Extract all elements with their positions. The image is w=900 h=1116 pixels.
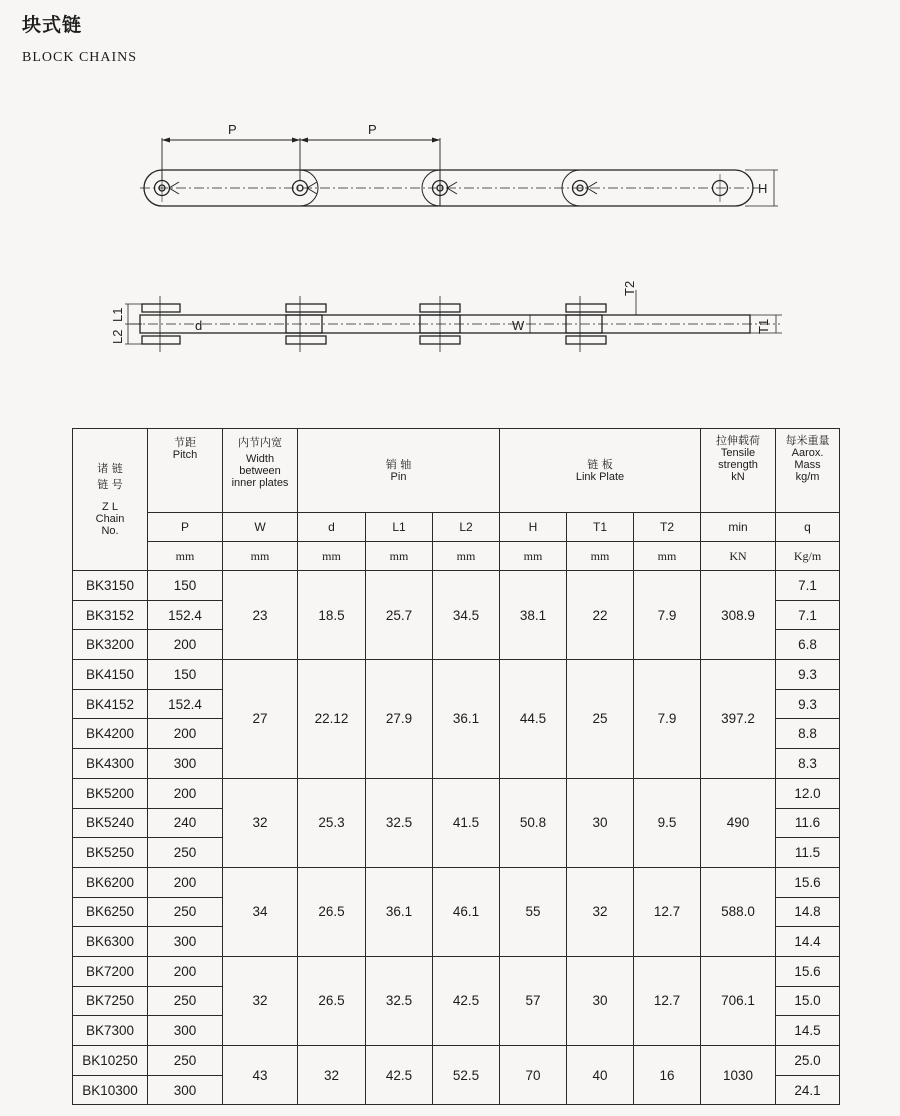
mass-cell: 15.0 <box>776 986 840 1016</box>
symbol-t2: T2 <box>634 513 701 542</box>
tensile-cell: 588.0 <box>701 867 776 956</box>
table-row <box>73 778 840 808</box>
l2-cell: 34.5 <box>433 571 500 660</box>
mass-cell: 11.5 <box>776 838 840 868</box>
l1-cell: 42.5 <box>366 1046 433 1105</box>
mass-cell: 9.3 <box>776 660 840 690</box>
unit-d: mm <box>298 542 366 571</box>
symbol-q: q <box>776 513 840 542</box>
t2-label: T2 <box>622 280 637 296</box>
l1-cell: 27.9 <box>366 660 433 779</box>
pitch-cell: 250 <box>148 897 223 927</box>
pitch-cell: 200 <box>148 867 223 897</box>
table-row <box>73 660 840 690</box>
mass-cell: 24.1 <box>776 1075 840 1105</box>
t2-cell: 16 <box>634 1046 701 1105</box>
t2-cell: 12.7 <box>634 867 701 956</box>
mass-cell: 8.3 <box>776 749 840 779</box>
l2-cell: 42.5 <box>433 956 500 1045</box>
chain-model-cell: BK7300 <box>73 1016 148 1046</box>
header-pitch: 节距 Pitch <box>148 429 223 513</box>
t1-cell: 25 <box>567 660 634 779</box>
chain-model-cell: BK10250 <box>73 1046 148 1076</box>
pitch-cell: 250 <box>148 1046 223 1076</box>
mass-cell: 15.6 <box>776 867 840 897</box>
mass-cell: 15.6 <box>776 956 840 986</box>
w-cell: 43 <box>223 1046 298 1105</box>
d-cell: 25.3 <box>298 778 366 867</box>
symbol-min: min <box>701 513 776 542</box>
table-row <box>73 571 840 601</box>
pitch-cell: 152.4 <box>148 600 223 630</box>
symbol-p: P <box>148 513 223 542</box>
tensile-cell: 490 <box>701 778 776 867</box>
pitch-cell: 300 <box>148 749 223 779</box>
l2-cell: 41.5 <box>433 778 500 867</box>
chain-model-cell: BK6300 <box>73 927 148 957</box>
pitch-cell: 150 <box>148 571 223 601</box>
t2-cell: 7.9 <box>634 571 701 660</box>
d-cell: 18.5 <box>298 571 366 660</box>
t1-cell: 22 <box>567 571 634 660</box>
mass-cell: 7.1 <box>776 600 840 630</box>
tensile-cell: 397.2 <box>701 660 776 779</box>
l2-cell: 46.1 <box>433 867 500 956</box>
chain-model-cell: BK3200 <box>73 630 148 660</box>
chain-model-cell: BK3152 <box>73 600 148 630</box>
unit-tensile: KN <box>701 542 776 571</box>
chain-model-cell: BK6200 <box>73 867 148 897</box>
chain-model-cell: BK4150 <box>73 660 148 690</box>
pitch-cell: 240 <box>148 808 223 838</box>
pitch-label-1: P <box>228 122 237 137</box>
mass-cell: 11.6 <box>776 808 840 838</box>
chain-model-cell: BK5250 <box>73 838 148 868</box>
chain-model-cell: BK5200 <box>73 778 148 808</box>
h-cell: 50.8 <box>500 778 567 867</box>
l1-cell: 36.1 <box>366 867 433 956</box>
header-mass: 每米重量 Aarox. Mass kg/m <box>776 429 840 513</box>
t1-cell: 30 <box>567 956 634 1045</box>
unit-mass: Kg/m <box>776 542 840 571</box>
tensile-cell: 308.9 <box>701 571 776 660</box>
t1-label: T1 <box>756 318 771 334</box>
mass-cell: 14.5 <box>776 1016 840 1046</box>
table-row <box>73 1046 840 1076</box>
chain-model-cell: BK7200 <box>73 956 148 986</box>
w-cell: 27 <box>223 660 298 779</box>
symbol-d: d <box>298 513 366 542</box>
chain-model-cell: BK10300 <box>73 1075 148 1105</box>
unit-l1: mm <box>366 542 433 571</box>
block-chain-spec-table <box>72 428 840 1105</box>
chain-model-cell: BK7250 <box>73 986 148 1016</box>
symbol-l1: L1 <box>366 513 433 542</box>
w-cell: 32 <box>223 956 298 1045</box>
unit-w: mm <box>223 542 298 571</box>
mass-cell: 6.8 <box>776 630 840 660</box>
spec-table-body <box>73 571 840 1105</box>
header-width: 内节内宽 Width between inner plates <box>223 429 298 513</box>
symbol-l2: L2 <box>433 513 500 542</box>
symbol-t1: T1 <box>567 513 634 542</box>
pitch-cell: 150 <box>148 660 223 690</box>
width-label: W <box>512 318 525 333</box>
chain-top-view-drawing <box>0 110 900 230</box>
l2-cell: 36.1 <box>433 660 500 779</box>
t1-cell: 40 <box>567 1046 634 1105</box>
d-cell: 26.5 <box>298 956 366 1045</box>
header-chain-no: 诸 链 链 号 Z L Chain No. <box>73 429 148 571</box>
chain-model-cell: BK4200 <box>73 719 148 749</box>
symbol-h: H <box>500 513 567 542</box>
mass-cell: 25.0 <box>776 1046 840 1076</box>
d-cell: 22.12 <box>298 660 366 779</box>
l2-label: L2 <box>110 329 125 344</box>
chain-model-cell: BK4300 <box>73 749 148 779</box>
pitch-cell: 300 <box>148 927 223 957</box>
w-cell: 34 <box>223 867 298 956</box>
page-title-chinese: 块式链 <box>22 14 83 36</box>
l1-label: L1 <box>110 307 125 322</box>
pitch-cell: 200 <box>148 719 223 749</box>
d-cell: 32 <box>298 1046 366 1105</box>
mass-cell: 7.1 <box>776 571 840 601</box>
mass-cell: 8.8 <box>776 719 840 749</box>
mass-cell: 9.3 <box>776 689 840 719</box>
height-label: H <box>758 181 768 196</box>
h-cell: 70 <box>500 1046 567 1105</box>
l1-cell: 25.7 <box>366 571 433 660</box>
t1-cell: 32 <box>567 867 634 956</box>
h-cell: 38.1 <box>500 571 567 660</box>
pitch-cell: 300 <box>148 1016 223 1046</box>
l2-cell: 52.5 <box>433 1046 500 1105</box>
pitch-cell: 200 <box>148 630 223 660</box>
pitch-cell: 300 <box>148 1075 223 1105</box>
pitch-cell: 152.4 <box>148 689 223 719</box>
pitch-cell: 250 <box>148 986 223 1016</box>
w-cell: 23 <box>223 571 298 660</box>
mass-cell: 12.0 <box>776 778 840 808</box>
header-pin: 销 轴 Pin <box>298 429 500 513</box>
pitch-cell: 250 <box>148 838 223 868</box>
w-cell: 32 <box>223 778 298 867</box>
unit-l2: mm <box>433 542 500 571</box>
chain-model-cell: BK4152 <box>73 689 148 719</box>
tensile-cell: 1030 <box>701 1046 776 1105</box>
chain-model-cell: BK5240 <box>73 808 148 838</box>
pitch-cell: 200 <box>148 956 223 986</box>
pitch-label-2: P <box>368 122 377 137</box>
unit-t1: mm <box>567 542 634 571</box>
h-cell: 55 <box>500 867 567 956</box>
d-cell: 26.5 <box>298 867 366 956</box>
header-link-plate: 链 板 Link Plate <box>500 429 701 513</box>
h-cell: 44.5 <box>500 660 567 779</box>
unit-t2: mm <box>634 542 701 571</box>
chain-side-view-drawing <box>0 280 900 370</box>
chain-model-cell: BK6250 <box>73 897 148 927</box>
unit-h: mm <box>500 542 567 571</box>
header-tensile: 拉伸载荷 Tensile strength kN <box>701 429 776 513</box>
l1-cell: 32.5 <box>366 956 433 1045</box>
mass-cell: 14.8 <box>776 897 840 927</box>
tensile-cell: 706.1 <box>701 956 776 1045</box>
symbol-w: W <box>223 513 298 542</box>
table-row <box>73 956 840 986</box>
t1-cell: 30 <box>567 778 634 867</box>
t2-cell: 12.7 <box>634 956 701 1045</box>
chain-model-cell: BK3150 <box>73 571 148 601</box>
mass-cell: 14.4 <box>776 927 840 957</box>
pin-diameter-label: d <box>195 318 203 333</box>
page-title-english: BLOCK CHAINS <box>22 50 138 65</box>
h-cell: 57 <box>500 956 567 1045</box>
l1-cell: 32.5 <box>366 778 433 867</box>
t2-cell: 9.5 <box>634 778 701 867</box>
t2-cell: 7.9 <box>634 660 701 779</box>
unit-p: mm <box>148 542 223 571</box>
pitch-cell: 200 <box>148 778 223 808</box>
table-row <box>73 867 840 897</box>
